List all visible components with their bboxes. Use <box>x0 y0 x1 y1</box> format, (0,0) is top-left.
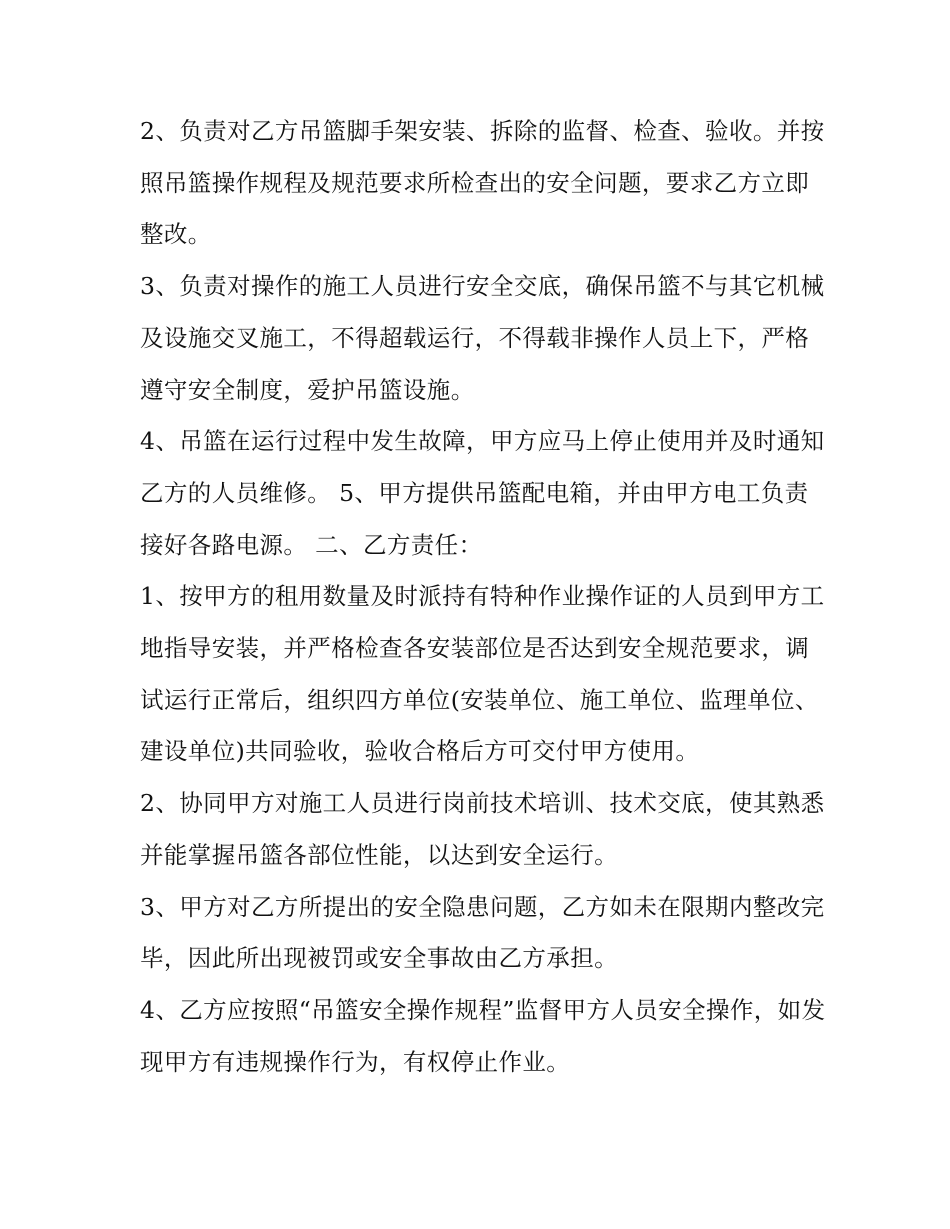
paragraph-yi-item-1: 1、按甲方的租用数量及时派持有特种作业操作证的人员到甲方工地指导安装，并严格检查各安装部位是否达到安全规范要求，调试运行正常后，组织四方单位(安装单位、施工单位、监理单位、建设单位)共同验收，验收合格后方可交付甲方使用。 <box>140 582 825 766</box>
paragraph-jia-item-3: 3、负责对操作的施工人员进行安全交底，确保吊篮不与其它机械及设施交叉施工，不得超载运行，不得载非操作人员上下，严格遵守安全制度，爱护吊篮设施。 <box>140 272 825 404</box>
paragraph-yi-item-4: 4、乙方应按照“吊篮安全操作规程”监督甲方人员安全操作，如发现甲方有违规操作行为，有权停止作业。 <box>140 995 826 1076</box>
paragraph-yi-item-3: 3、甲方对乙方所提出的安全隐患问题，乙方如未在限期内整改完毕，因此所出现被罚或安全事故由乙方承担。 <box>140 892 825 973</box>
paragraph-jia-item-2: 2、负责对乙方吊篮脚手架安装、拆除的监督、检查、验收。并按照吊篮操作规程及规范要求所检查出的安全问题，要求乙方立即整改。 <box>140 117 825 249</box>
document-body <box>140 106 830 1088</box>
paragraph-jia-item-4-5: 4、吊篮在运行过程中发生故障，甲方应马上停止使用并及时通知乙方的人员维修。 5、甲方提供吊篮配电箱，并由甲方电工负责接好各路电源。 二、乙方责任： <box>140 427 825 559</box>
paragraph-yi-item-2: 2、协同甲方对施工人员进行岗前技术培训、技术交底，使其熟悉并能掌握吊篮各部位性能，以达到安全运行。 <box>140 789 825 869</box>
